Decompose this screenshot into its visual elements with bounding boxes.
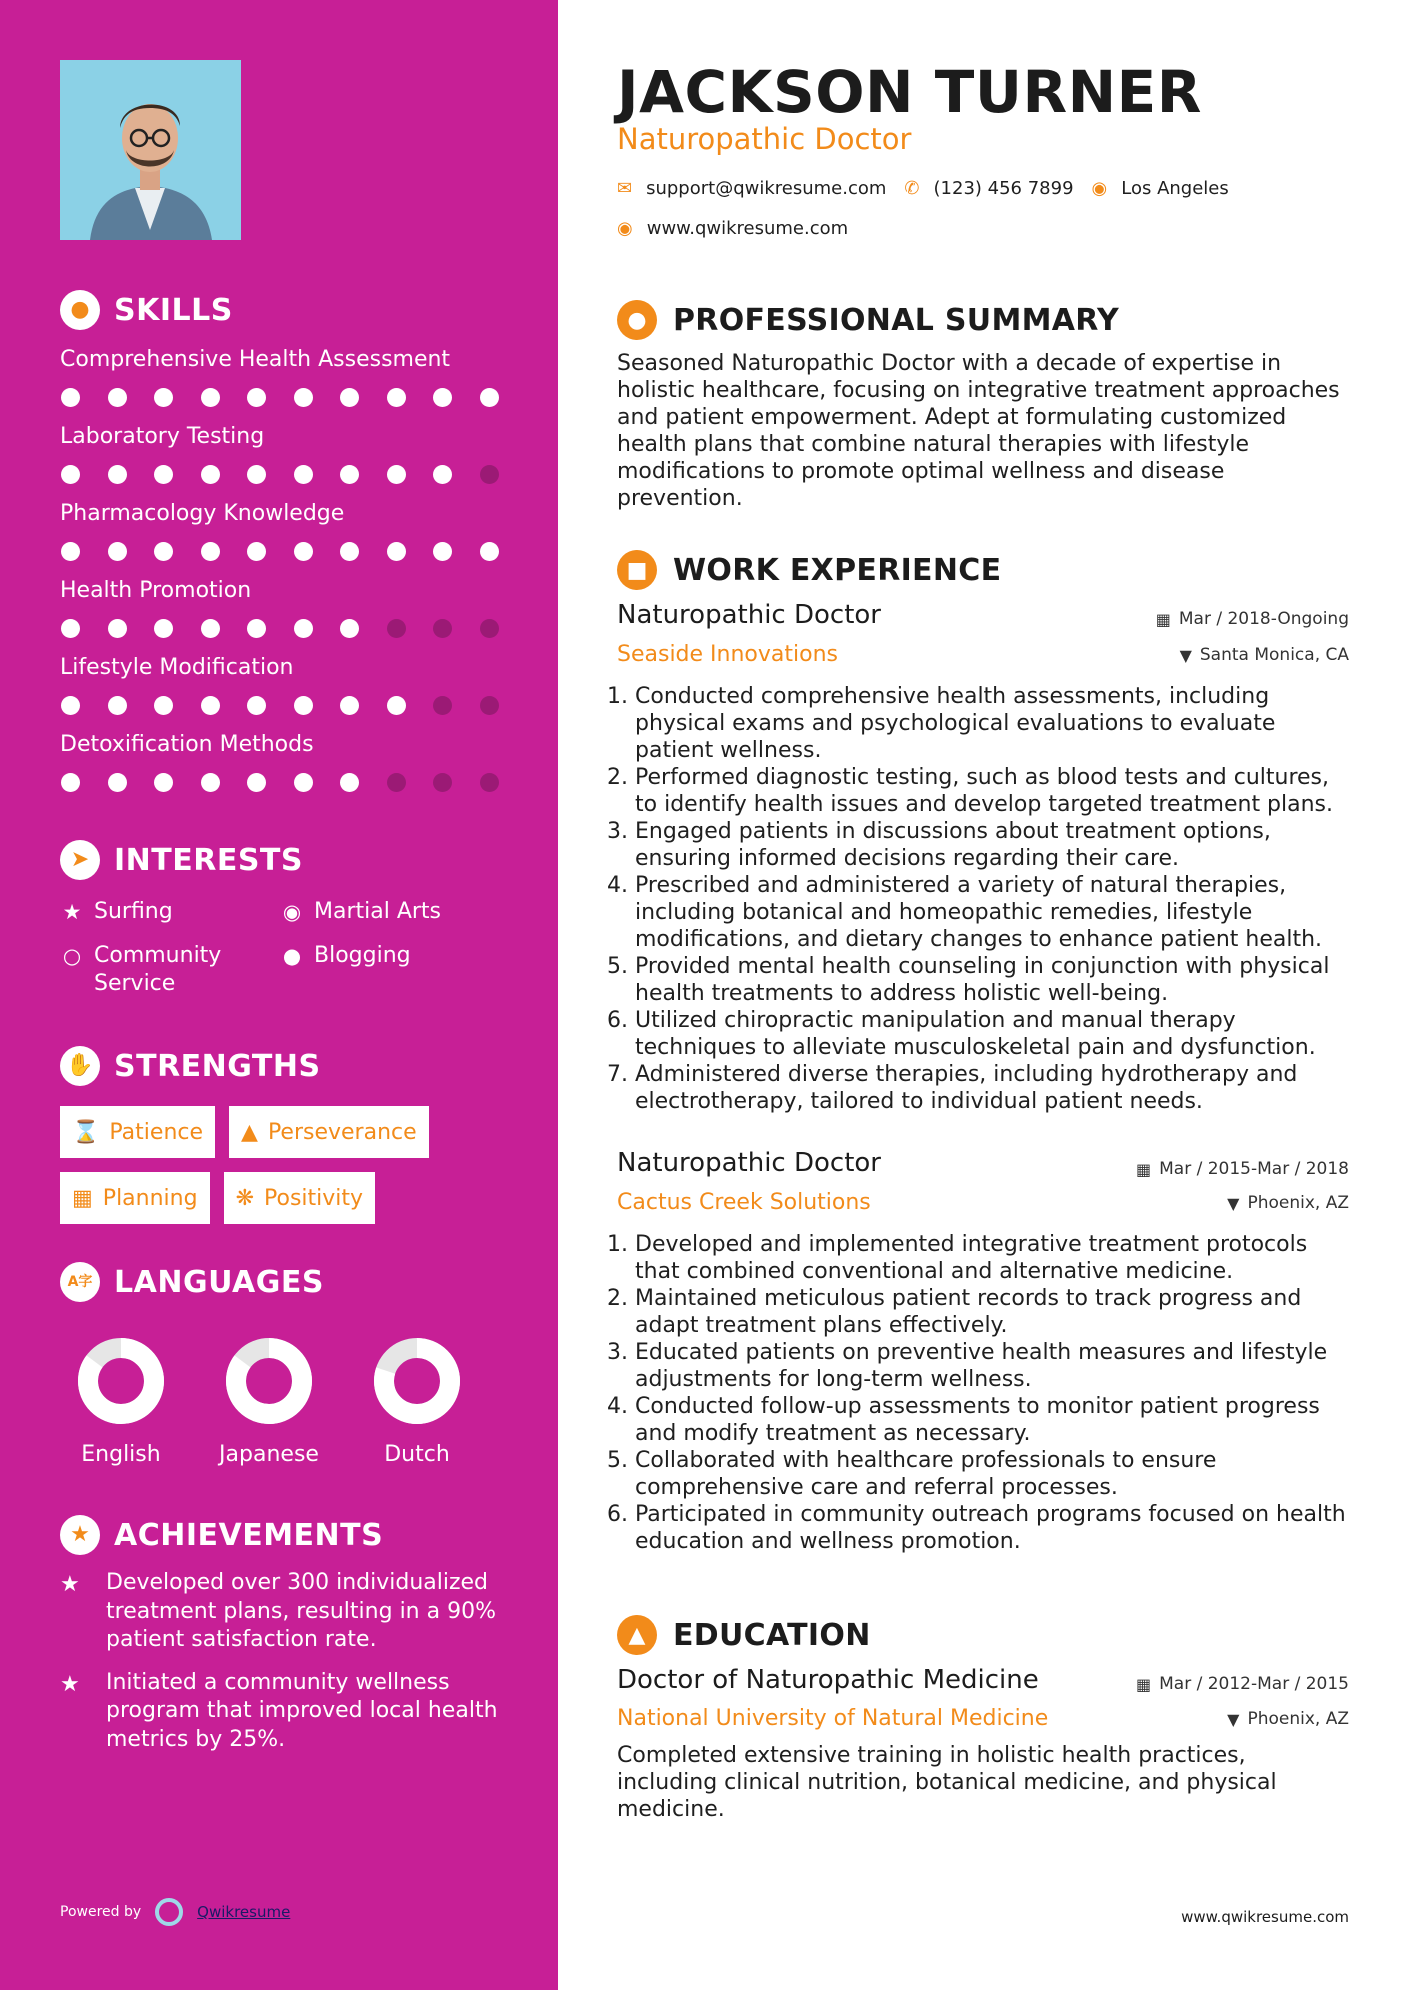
hand-icon: ○ (62, 944, 82, 968)
strength-label: Positivity (264, 1185, 364, 1211)
rating-dot-filled (294, 388, 313, 407)
experience-heading (617, 550, 1001, 590)
education-location-text: Phoenix, AZ (1247, 1709, 1349, 1729)
achievement-text: Developed over 300 individualized treatment plans, resulting in a 90% patient satisfaction rate. (106, 1570, 496, 1652)
duty-item: 6. Utilized chiropractic manipulation and manual therapy techniques to alleviate musculoskeletal pain and dysfunction. (635, 1007, 1352, 1061)
rating-dot-empty (480, 696, 499, 715)
duty-item: 2. Maintained meticulous patient records to track progress and adapt treatment plans effectively. (635, 1285, 1352, 1339)
achievement-text: Initiated a community wellness program that improved local health metrics by 25%. (106, 1669, 498, 1752)
rating-dot-filled (108, 542, 127, 561)
rating-dot-filled (108, 619, 127, 638)
rating-dot-filled (154, 619, 173, 638)
skill-rating (60, 696, 498, 715)
skill-item (60, 423, 498, 484)
pin-icon: ▼ (1227, 1193, 1240, 1213)
skills-title: SKILLS (114, 292, 233, 328)
location-contact (1092, 178, 1229, 199)
education-dates (1136, 1674, 1349, 1694)
skill-item (60, 577, 498, 638)
strengths-heading (60, 1046, 498, 1086)
duty-item: 4. Prescribed and administered a variety of natural therapies, including botanical and homeopathic remedies, lifestyle modifications, and dietary changes to enhance patient health. (635, 872, 1352, 953)
rating-dot-filled (294, 542, 313, 561)
graduation-icon: ▲ (617, 1615, 657, 1655)
rating-dot-filled (154, 465, 173, 484)
profile-photo (60, 60, 241, 240)
duty-item: 2. Performed diagnostic testing, such as blood tests and cultures, to identify health issues and develop targeted treatment plans. (635, 764, 1352, 818)
shooting-star-icon: ★ (60, 1671, 80, 1697)
job-location (1227, 1193, 1349, 1213)
duty-item: 5. Provided mental health counseling in conjunction with physical health treatments to address holistic well-being. (635, 953, 1352, 1007)
paper-plane-icon: ➤ (60, 840, 100, 880)
job-company: Cactus Creek Solutions (617, 1190, 871, 1215)
interest-label: Martial Arts (314, 899, 442, 924)
rating-dot-filled (387, 696, 406, 715)
interest-label: Blogging (314, 943, 411, 968)
calendar-icon: ▦ (1135, 1674, 1152, 1694)
skill-name: Detoxification Methods (60, 732, 314, 757)
rating-dot-empty (433, 773, 452, 792)
rating-dot-empty (480, 773, 499, 792)
duty-item: 5. Collaborated with healthcare professionals to ensure comprehensive care and referral processes. (635, 1447, 1352, 1501)
rating-dot-filled (433, 542, 452, 561)
rating-dot-filled (154, 388, 173, 407)
rating-dot-filled (61, 619, 80, 638)
pin-icon: ▼ (1227, 1709, 1240, 1729)
location-text: Los Angeles (1121, 178, 1229, 199)
rating-dot-filled (480, 388, 499, 407)
powered-by-label: Powered by (60, 1904, 142, 1920)
sidebar (0, 0, 558, 1990)
duty-item: 3. Engaged patients in discussions about treatment options, ensuring informed decisions regarding their care. (635, 818, 1352, 872)
language-ring (78, 1338, 164, 1424)
summary-text: Seasoned Naturopathic Doctor with a decade of expertise in holistic healthcare, focusing on integrative treatment approaches and patient empowerment. Adept at formulating customized health plans that combine natural therapies with lifestyle modifications to promote optimal wellness and disease prevention. (617, 351, 1340, 511)
job-location (1180, 645, 1349, 665)
skill-rating (60, 465, 498, 484)
interest-item (280, 898, 500, 926)
job-duties (617, 683, 1352, 1115)
skill-rating (60, 773, 498, 792)
job-dates (1136, 1159, 1349, 1179)
language-item (219, 1338, 319, 1467)
education-location (1227, 1709, 1349, 1729)
rating-dot-filled (61, 388, 80, 407)
duty-item: 6. Participated in community outreach programs focused on health education and wellness promotion. (635, 1501, 1352, 1555)
skill-name: Laboratory Testing (60, 424, 265, 449)
job-dates-text: Mar / 2015-Mar / 2018 (1159, 1159, 1349, 1179)
job-dates-text: Mar / 2018-Ongoing (1178, 609, 1349, 629)
strength-chip (60, 1172, 210, 1224)
strength-chip (60, 1106, 215, 1158)
rating-dot-empty (387, 773, 406, 792)
languages-heading (60, 1262, 498, 1302)
rating-dot-filled (340, 696, 359, 715)
job-dates (1156, 609, 1349, 629)
education-dates-text: Mar / 2012-Mar / 2015 (1159, 1674, 1349, 1694)
rating-dot-filled (387, 465, 406, 484)
skills-list (60, 346, 498, 792)
rating-dot-filled (61, 465, 80, 484)
website-contact[interactable] (617, 218, 848, 239)
skill-rating (60, 542, 498, 561)
achievement-item (60, 1669, 498, 1755)
skill-name: Pharmacology Knowledge (60, 501, 345, 526)
rating-dot-filled (340, 388, 359, 407)
map-pin-icon: ◉ (1091, 178, 1108, 199)
rating-dot-filled (433, 388, 452, 407)
rating-dot-filled (201, 388, 220, 407)
website-text: www.qwikresume.com (646, 218, 849, 239)
candidate-role: Naturopathic Doctor (617, 122, 912, 156)
rating-dot-filled (61, 542, 80, 561)
strengths-title: STRENGTHS (114, 1048, 321, 1084)
duty-item: 1. Conducted comprehensive health assessments, including physical exams and psychological evaluations to evaluate patient wellness. (635, 683, 1352, 764)
rating-dot-filled (154, 773, 173, 792)
rating-dot-filled (201, 773, 220, 792)
interests-section (60, 840, 498, 998)
rating-dot-empty (387, 619, 406, 638)
job-duties (617, 1231, 1352, 1555)
skill-name: Health Promotion (60, 578, 252, 603)
rating-dot-filled (294, 465, 313, 484)
rating-dot-filled (294, 773, 313, 792)
rating-dot-empty (480, 619, 499, 638)
rating-dot-filled (247, 696, 266, 715)
skill-name: Lifestyle Modification (60, 655, 294, 680)
duty-item: 7. Administered diverse therapies, including hydrotherapy and electrotherapy, tailored to individual patient needs. (635, 1061, 1352, 1115)
duty-item: 4. Conducted follow-up assessments to monitor patient progress and modify treatment as necessary. (635, 1393, 1352, 1447)
strength-chip (229, 1106, 429, 1158)
hourglass-icon: ⌛ (72, 1119, 100, 1145)
job-title: Naturopathic Doctor (617, 1148, 881, 1178)
rating-dot-filled (108, 696, 127, 715)
rating-dot-filled (154, 696, 173, 715)
job-title: Naturopathic Doctor (617, 600, 881, 630)
rating-dot-filled (340, 619, 359, 638)
calendar-icon: ▦ (1135, 1159, 1152, 1179)
job-location-text: Santa Monica, CA (1199, 645, 1349, 665)
achievements-heading (60, 1515, 498, 1555)
achievements-list (60, 1569, 498, 1754)
qwikresume-link[interactable]: Qwikresume (197, 1903, 291, 1921)
rating-dot-filled (480, 542, 499, 561)
strength-label: Planning (102, 1185, 198, 1211)
strength-label: Perseverance (267, 1119, 417, 1145)
education-heading (617, 1615, 871, 1655)
skill-item (60, 346, 498, 407)
interests-list (60, 898, 498, 998)
rating-dot-filled (108, 465, 127, 484)
rating-dot-filled (61, 773, 80, 792)
achievements-title: ACHIEVEMENTS (114, 1517, 384, 1553)
skill-name: Comprehensive Health Assessment (60, 347, 451, 372)
phone-text: (123) 456 7899 (933, 178, 1074, 199)
rating-dot-filled (247, 773, 266, 792)
languages-section (60, 1262, 498, 1467)
strength-chip (224, 1172, 375, 1224)
star-badge-icon: ★ (60, 1515, 100, 1555)
rating-dot-filled (201, 465, 220, 484)
rating-dot-filled (201, 542, 220, 561)
rating-dot-filled (247, 465, 266, 484)
interest-item (60, 942, 280, 998)
skill-item (60, 654, 498, 715)
footer-website[interactable]: www.qwikresume.com (1181, 1908, 1349, 1926)
interest-label: Surfing (94, 899, 173, 924)
interest-label: Community Service (94, 943, 222, 996)
education-title: EDUCATION (673, 1617, 871, 1653)
rating-dot-filled (433, 465, 452, 484)
users-icon: ● (282, 944, 302, 968)
fist-icon: ✋ (60, 1046, 100, 1086)
language-item (78, 1338, 164, 1467)
rating-dot-filled (201, 619, 220, 638)
strengths-list (60, 1106, 480, 1224)
summary-title: PROFESSIONAL SUMMARY (673, 302, 1120, 338)
rating-dot-filled (387, 542, 406, 561)
rating-dot-filled (340, 465, 359, 484)
language-icon: A字 (60, 1262, 100, 1302)
rating-dot-empty (480, 465, 499, 484)
rating-dot-filled (108, 773, 127, 792)
rating-dot-filled (247, 619, 266, 638)
rating-dot-filled (154, 542, 173, 561)
interest-item (280, 942, 500, 998)
rating-dot-empty (433, 696, 452, 715)
languages-title: LANGUAGES (114, 1264, 324, 1300)
envelope-icon: ✉ (617, 178, 633, 199)
language-label: Dutch (384, 1442, 450, 1467)
shooting-star-icon: ★ (60, 1572, 80, 1597)
globe-icon: ◉ (282, 900, 302, 924)
briefcase-icon: ■ (617, 550, 657, 590)
summary-heading (617, 300, 1119, 340)
rating-dot-filled (201, 696, 220, 715)
interests-title: INTERESTS (114, 842, 303, 878)
language-item (374, 1338, 460, 1467)
strength-label: Patience (109, 1119, 204, 1145)
rating-dot-filled (247, 542, 266, 561)
job-location-text: Phoenix, AZ (1247, 1193, 1349, 1213)
globe-icon: ◉ (617, 218, 633, 239)
rating-dot-filled (340, 542, 359, 561)
rating-dot-filled (61, 696, 80, 715)
phone-contact[interactable] (904, 178, 1073, 199)
school-name: National University of Natural Medicine (617, 1706, 1049, 1731)
education-text: Completed extensive training in holistic health practices, including clinical nutrition, botanical medicine, and physical medicine. (617, 1743, 1277, 1822)
rating-dot-filled (247, 388, 266, 407)
contact-row (617, 178, 1229, 199)
calendar-icon: ▦ (72, 1185, 93, 1211)
skill-rating (60, 388, 498, 407)
language-label: English (81, 1442, 161, 1467)
road-icon: ▲ (241, 1119, 258, 1145)
calendar-icon: ▦ (1155, 609, 1171, 629)
skill-item (60, 731, 498, 792)
interests-heading (60, 840, 498, 880)
phone-icon: ✆ (904, 178, 920, 199)
achievement-item (60, 1569, 498, 1655)
duty-item: 1. Developed and implemented integrative treatment protocols that combined conventional and alternative medicine. (635, 1231, 1352, 1285)
rating-dot-filled (108, 388, 127, 407)
rating-dot-filled (294, 696, 313, 715)
language-ring (374, 1338, 460, 1424)
language-ring (226, 1338, 312, 1424)
skills-section (60, 290, 498, 792)
main-content (617, 0, 1349, 1990)
skill-rating (60, 619, 498, 638)
skill-item (60, 500, 498, 561)
email-text: support@qwikresume.com (646, 178, 887, 199)
languages-list (60, 1338, 498, 1467)
duty-item: 3. Educated patients on preventive health measures and lifestyle adjustments for long-term wellness. (635, 1339, 1352, 1393)
degree-title: Doctor of Naturopathic Medicine (617, 1665, 1039, 1695)
strengths-section (60, 1046, 498, 1224)
job-company: Seaside Innovations (617, 642, 838, 667)
skills-heading (60, 290, 498, 330)
spinner-icon: ❋ (235, 1185, 255, 1211)
rating-dot-filled (387, 388, 406, 407)
user-icon: ● (617, 300, 657, 340)
powered-by (60, 1898, 290, 1926)
rating-dot-filled (340, 773, 359, 792)
rating-dot-filled (294, 619, 313, 638)
email-contact[interactable] (617, 178, 886, 199)
rating-dot-empty (433, 619, 452, 638)
qwikresume-logo (155, 1898, 183, 1926)
star-icon: ★ (62, 900, 82, 924)
experience-title: WORK EXPERIENCE (673, 552, 1002, 588)
lightbulb-icon: ● (60, 290, 100, 330)
pin-icon: ▼ (1179, 645, 1192, 665)
achievements-section (60, 1515, 498, 1754)
interest-item (60, 898, 280, 926)
candidate-name: JACKSON TURNER (617, 58, 1202, 126)
language-label: Japanese (219, 1442, 319, 1467)
